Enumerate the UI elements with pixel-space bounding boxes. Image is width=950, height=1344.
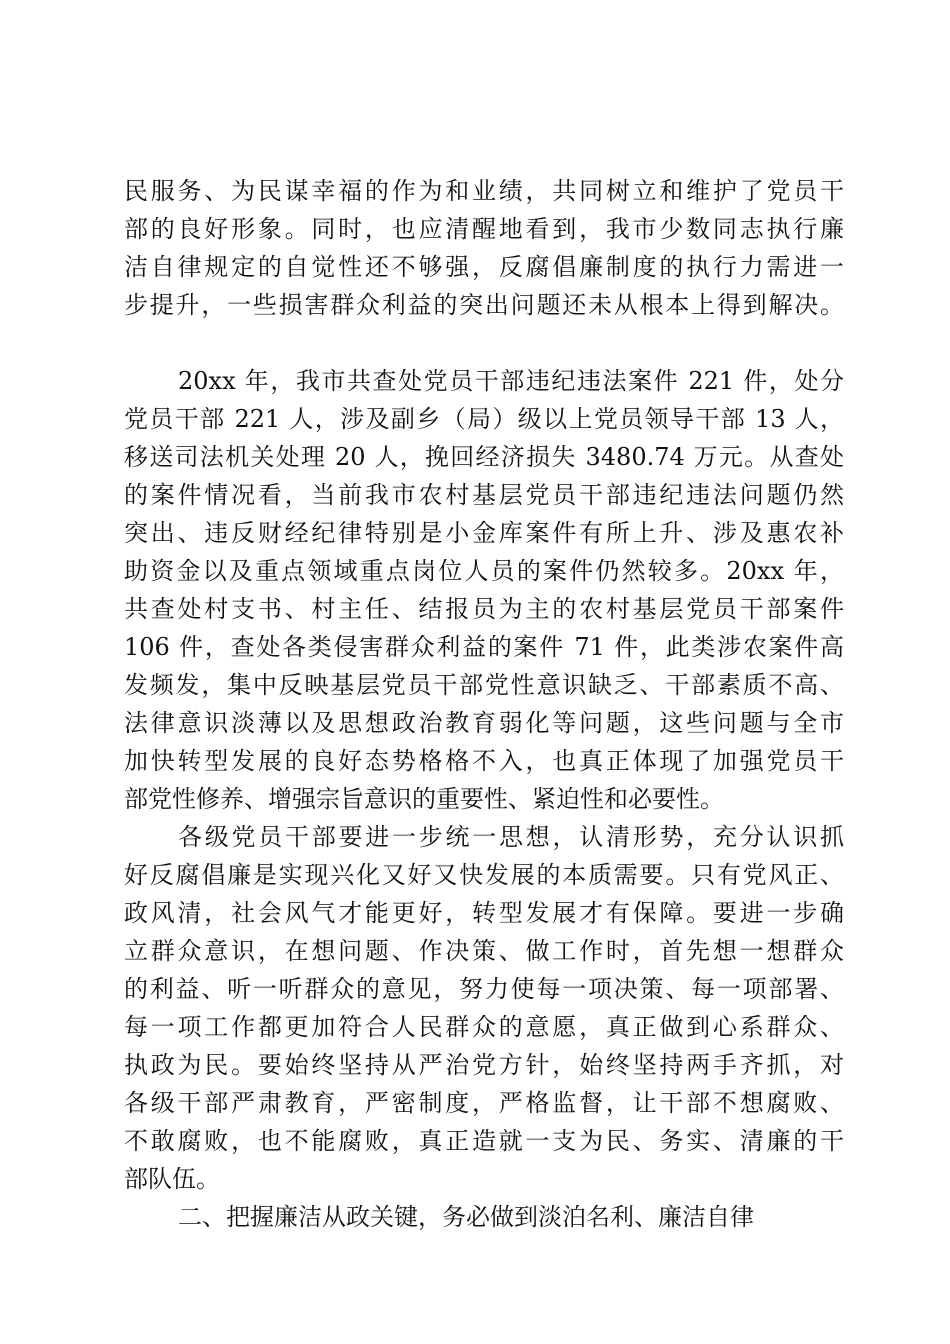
text-line: 民服务、为民谋幸福的作为和业绩，共同树立和维护了党员干 [124,177,844,205]
text-line: 各级党员干部要进一步统一思想，认清形势，充分认识抓 [178,823,844,851]
text-line: 法律意识淡薄以及思想政治教育弱化等问题，这些问题与全市 [124,709,844,737]
text-line: 政风清，社会风气才能更好，转型发展才有保障。要进一步确 [124,899,844,927]
text-line: 洁自律规定的自觉性还不够强，反腐倡廉制度的执行力需进一 [124,253,844,281]
text-line: 党员干部 221 人，涉及副乡（局）级以上党员领导干部 13 人， [124,405,844,433]
text-line: 移送司法机关处理 20 人，挽回经济损失 3480.74 万元。从查处 [124,443,844,471]
text-line: 发频发，集中反映基层党员干部党性意识缺乏、干部素质不高、 [124,671,844,699]
text-line: 执政为民。要始终坚持从严治党方针，始终坚持两手齐抓，对 [124,1051,844,1079]
text-line: 部党性修养、增强宗旨意识的重要性、紧迫性和必要性。 [124,785,724,813]
text-line: 部队伍。 [124,1165,220,1193]
text-line: 助资金以及重点领域重点岗位人员的案件仍然较多。20xx 年， [124,557,844,585]
text-line: 的案件情况看，当前我市农村基层党员干部违纪违法问题仍然 [124,481,844,509]
text-line: 共查处村支书、村主任、结报员为主的农村基层党员干部案件 [124,595,844,623]
text-line: 步提升，一些损害群众利益的突出问题还未从根本上得到解决。 [124,291,844,319]
text-line: 好反腐倡廉是实现兴化又好又快发展的本质需要。只有党风正、 [124,861,844,889]
text-line: 各级干部严肃教育，严密制度，严格监督，让干部不想腐败、 [124,1089,844,1117]
text-line: 106 件，查处各类侵害群众利益的案件 71 件，此类涉农案件高 [124,633,844,661]
text-line: 部的良好形象。同时，也应清醒地看到，我市少数同志执行廉 [124,215,844,243]
text-line: 不敢腐败，也不能腐败，真正造就一支为民、务实、清廉的干 [124,1127,844,1155]
section-heading: 二、把握廉洁从政关键，务必做到淡泊名利、廉洁自律 [178,1203,754,1231]
text-line: 加快转型发展的良好态势格格不入，也真正体现了加强党员干 [124,747,844,775]
text-line: 突出、违反财经纪律特别是小金库案件有所上升、涉及惠农补 [124,519,844,547]
text-line: 每一项工作都更加符合人民群众的意愿，真正做到心系群众、 [124,1013,844,1041]
text-line: 的利益、听一听群众的意见，努力使每一项决策、每一项部署、 [124,975,844,1003]
text-line: 20xx 年，我市共查处党员干部违纪违法案件 221 件，处分 [178,367,844,395]
text-line: 立群众意识，在想问题、作决策、做工作时，首先想一想群众 [124,937,844,965]
